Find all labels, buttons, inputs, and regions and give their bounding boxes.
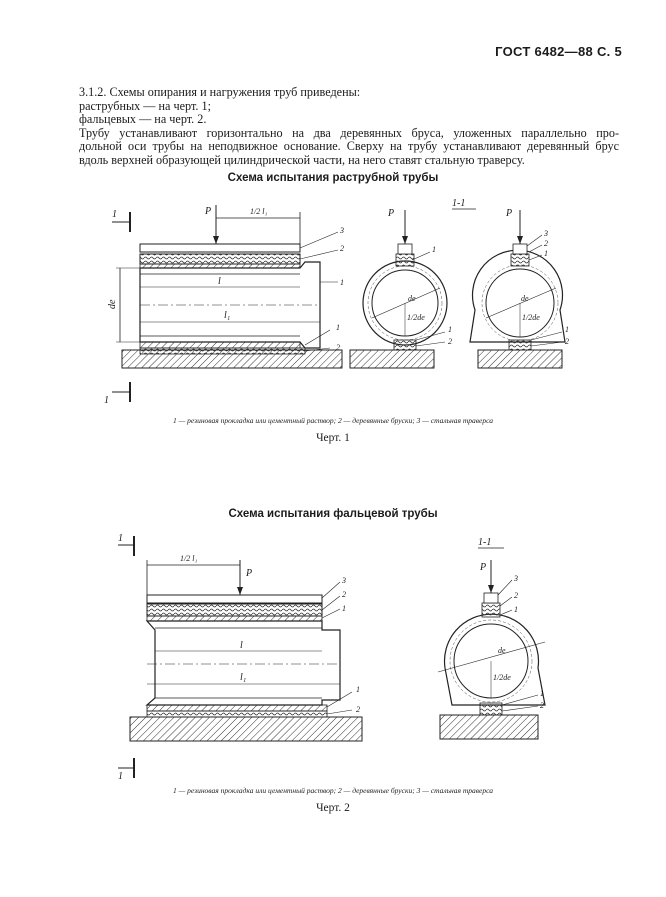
svg-text:1: 1 — [118, 771, 123, 782]
svg-text:2: 2 — [356, 705, 360, 714]
svg-text:l₁: l₁ — [240, 672, 247, 683]
svg-text:1: 1 — [104, 395, 109, 406]
para-line-5: дольной оси трубы на неподвижное основание. Сверху на трубу устанавливают деревянный брус — [79, 139, 619, 153]
svg-text:dе: dе — [498, 646, 506, 655]
svg-text:l: l — [240, 640, 243, 651]
svg-text:2: 2 — [340, 244, 344, 253]
svg-text:3: 3 — [514, 574, 518, 583]
svg-text:l: l — [218, 276, 221, 287]
fig2-section-label: 1-1 — [478, 537, 492, 548]
para-line-1: 3.1.2. Схемы опирания и нагружения труб приведены: — [79, 85, 361, 99]
svg-text:dе: dе — [521, 294, 529, 303]
svg-text:1: 1 — [342, 604, 346, 613]
svg-text:1: 1 — [118, 533, 123, 544]
svg-text:1: 1 — [112, 209, 117, 220]
fig2-legend: 1 — резиновая прокладка или цементный раствор; 2 — деревянные бруски; 3 — стальная траверса — [173, 786, 493, 795]
para-line-6: вдоль верхней образующей цилиндрической части, на него ставят стальную траверсу. — [79, 152, 525, 167]
fig1-section-label: 1-1 — [452, 198, 466, 209]
svg-text:dе: dе — [107, 299, 118, 309]
svg-text:1: 1 — [432, 245, 436, 254]
page-header: ГОСТ 6482—88 С. 5 — [495, 44, 622, 59]
fig2-section-mark-top — [118, 533, 134, 556]
para-line-4: Трубу устанавливают горизонтально на два деревянных бруса, уложенных параллельно про- — [79, 125, 619, 140]
svg-text:1: 1 — [544, 249, 548, 258]
svg-text:1: 1 — [540, 689, 544, 698]
svg-text:1: 1 — [565, 325, 569, 334]
svg-text:P: P — [506, 208, 513, 219]
fig1-title: Схема испытания раструбной трубы — [227, 172, 439, 184]
svg-text:2: 2 — [336, 343, 340, 352]
svg-text:1: 1 — [514, 605, 518, 614]
svg-text:3: 3 — [342, 576, 346, 585]
svg-text:3: 3 — [340, 226, 344, 235]
svg-text:1/2dе: 1/2dе — [493, 673, 511, 682]
svg-text:P: P — [205, 206, 212, 217]
fig1-caption: Черт. 1 — [316, 432, 350, 444]
svg-text:l₁: l₁ — [224, 310, 231, 321]
svg-text:1/2dе: 1/2dе — [407, 313, 425, 322]
svg-text:dе: dе — [408, 294, 416, 303]
svg-text:P: P — [388, 208, 395, 219]
fig2-title: Схема испытания фальцевой трубы — [228, 508, 438, 520]
svg-text:1: 1 — [356, 685, 360, 694]
svg-text:1: 1 — [340, 278, 344, 287]
svg-text:2: 2 — [514, 591, 518, 600]
svg-text:P: P — [480, 562, 487, 573]
svg-text:1/2 l₁: 1/2 l₁ — [180, 554, 198, 563]
svg-text:2: 2 — [565, 337, 569, 346]
svg-text:1/2dе: 1/2dе — [522, 313, 540, 322]
svg-text:1: 1 — [336, 323, 340, 332]
svg-text:P: P — [246, 568, 253, 579]
fig2-caption: Черт. 2 — [316, 802, 350, 814]
fig2-section-mark-bottom — [118, 758, 134, 782]
para-line-3: фальцевых — на черт. 2. — [79, 112, 207, 126]
svg-text:2: 2 — [342, 590, 346, 599]
svg-text:2: 2 — [544, 239, 548, 248]
para-line-2: раструбных — на черт. 1; — [79, 98, 211, 113]
fig1-legend: 1 — резиновая прокладка или цементный раствор; 2 — деревянные бруски; 3 — стальная траверса — [173, 416, 493, 425]
svg-text:3: 3 — [544, 229, 548, 238]
svg-text:1/2 l₁: 1/2 l₁ — [250, 207, 268, 216]
fig2-side-view — [130, 554, 362, 741]
svg-text:1: 1 — [448, 325, 452, 334]
svg-text:2: 2 — [540, 701, 544, 710]
svg-text:2: 2 — [448, 337, 452, 346]
fig2-cross-section — [438, 560, 545, 739]
